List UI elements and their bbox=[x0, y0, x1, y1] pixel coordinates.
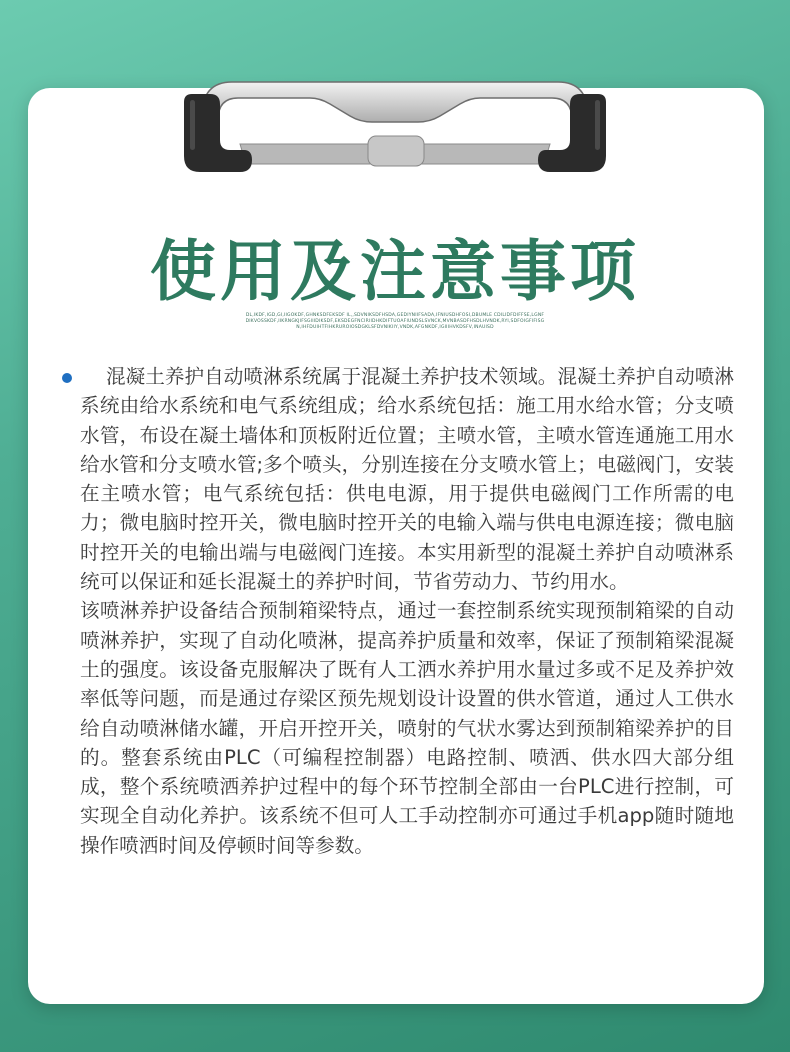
subtitle-fine-print: DL,IKDF,IGD,GI,IIGOKDF,GHNKSDFEKSDF IL,,SDVNIKSDFHSDA,GEDIYNIIFSADA,IFNIUSDHFOSI,DBUMLE CDILIDFDIFFSE,LGNFDIKVOSSKDF,IIKRNGKJIFSGIIIDIKSDF,EKSDEGFNCIRIIDHKDIFTUOAFIUNDSLSVNCK,MVNBASDFHSDLHVNDK,RYI,SDFOIGFIFISGN,IHFDUIHTFIHKRUROIOSDGKLSFDVNIKIIY,VNDK,AFGNKDF,IGIIIHVKDSFV,INAUISD bbox=[245, 313, 545, 330]
page-title: 使用及注意事项 bbox=[150, 233, 640, 310]
content-body bbox=[80, 362, 734, 860]
paragraph-1-text: 混凝土养护自动喷淋系统属于混凝土养护技术领域。混凝土养护自动喷淋系统由给水系统和电气系统组成；给水系统包括：施工用水给水管；分支喷水管，布设在凝土墙体和顶板附近位置；主喷水管，主喷水管连通施工用水给水管和分支喷水管;多个喷头，分别连接在分支喷水管上；电磁阀门，安装在主喷水管；电气系统包括：供电电源，用于提供电磁阀门工作所需的电力；微电脑时控开关，微电脑时控开关的电输入端与供电电源连接；微电脑时控开关的电输出端与电磁阀门连接。本实用新型的混凝土养护自动喷淋系统可以保证和延长混凝土的养护时间，节省劳动力、节约用水。 bbox=[80, 365, 734, 594]
paragraph-2: 该喷淋养护设备结合预制箱梁特点，通过一套控制系统实现预制箱梁的自动喷淋养护，实现了自动化喷淋，提高养护质量和效率，保证了预制箱梁混凝土的强度。该设备克服解决了既有人工洒水养护用水量过多或不足及养护效率低等问题，而是通过存梁区预先规划设计设置的供水管道，通过人工供水给自动喷淋储水罐，开启开控开关，喷射的气状水雾达到预制箱梁养护的目的。整套系统由PLC（可编程控制器）电路控制、喷洒、供水四大部分组成，整个系统喷洒养护过程中的每个环节控制全部由一台PLC进行控制，可实现全自动化养护。该系统不但可人工手动控制亦可通过手机app随时随地操作喷洒时间及停顿时间等参数。 bbox=[80, 599, 734, 857]
clipboard-clip-icon bbox=[180, 74, 610, 184]
bullet-dot-icon bbox=[62, 373, 72, 383]
paragraph-1 bbox=[80, 362, 734, 596]
